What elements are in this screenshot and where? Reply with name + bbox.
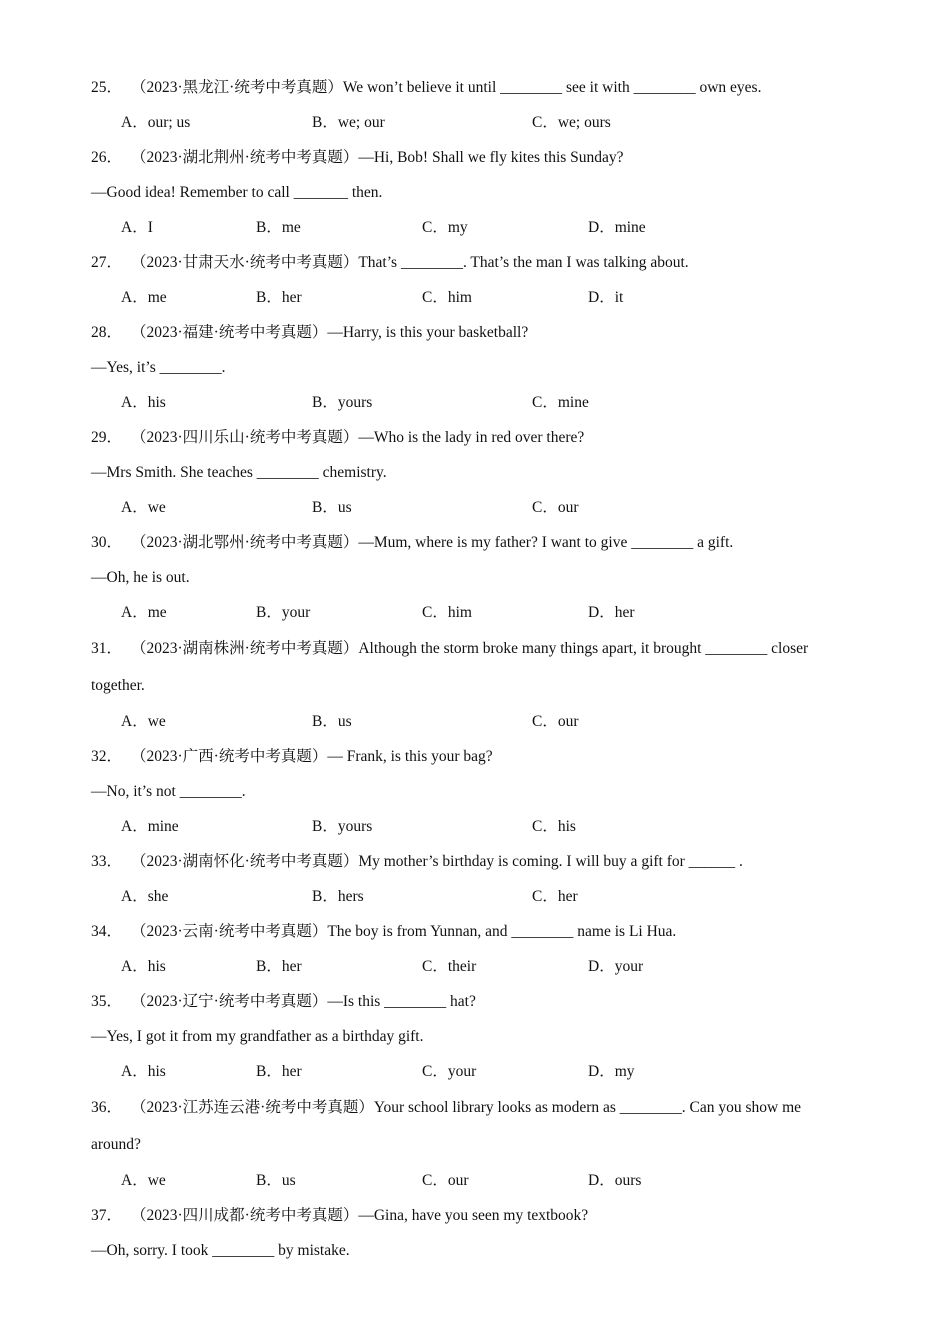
option-d[interactable]: D．ours — [588, 1172, 642, 1189]
question-stem — [91, 739, 866, 774]
question-continuation: —Yes, I got it from my grandfather as a birthday gift. — [91, 1028, 424, 1045]
option-a[interactable]: A．we — [121, 713, 166, 730]
options-row — [91, 595, 866, 630]
question-source: （2023·黑龙江·统考中考真题） — [131, 79, 343, 96]
option-b[interactable]: B．her — [256, 958, 302, 975]
question-stem — [91, 984, 866, 1019]
question-source: （2023·湖北荆州·统考中考真题） — [131, 149, 359, 166]
option-c[interactable]: C．our — [422, 1172, 469, 1189]
question-source: （2023·辽宁·统考中考真题） — [131, 993, 328, 1010]
option-b[interactable]: B．yours — [312, 818, 373, 835]
question-number: 25． — [91, 79, 123, 96]
options-row — [91, 105, 866, 140]
question-text: —Hi, Bob! Shall we fly kites this Sunday? — [358, 149, 624, 166]
question-source: （2023·湖南怀化·统考中考真题） — [131, 853, 359, 870]
question-continuation: around? — [91, 1136, 141, 1153]
option-a[interactable]: A．his — [121, 1063, 166, 1080]
question-number: 27． — [91, 254, 123, 271]
question-source: （2023·云南·统考中考真题） — [131, 923, 328, 940]
option-c[interactable]: C．him — [422, 289, 472, 306]
question-text: — Frank, is this your bag? — [327, 748, 493, 765]
option-c[interactable]: C．my — [422, 219, 468, 236]
option-a[interactable]: A．I — [121, 219, 153, 236]
question-32 — [91, 739, 866, 844]
question-stem — [91, 420, 866, 455]
option-b[interactable]: B．her — [256, 1063, 302, 1080]
option-b[interactable]: B．us — [256, 1172, 296, 1189]
question-text: —Harry, is this your basketball? — [327, 324, 529, 341]
question-36 — [91, 1089, 866, 1198]
question-number: 26． — [91, 149, 123, 166]
option-c[interactable]: C．him — [422, 604, 472, 621]
option-d[interactable]: D．your — [588, 958, 644, 975]
option-b[interactable]: B．me — [256, 219, 301, 236]
option-a[interactable]: A．she — [121, 888, 169, 905]
question-31 — [91, 630, 866, 739]
question-26 — [91, 140, 866, 245]
question-number: 36． — [91, 1099, 123, 1116]
option-c[interactable]: C．your — [422, 1063, 477, 1080]
question-34 — [91, 914, 866, 984]
question-stem — [91, 70, 866, 105]
option-b[interactable]: B．hers — [312, 888, 364, 905]
question-source: （2023·四川成都·统考中考真题） — [131, 1207, 359, 1224]
options-row — [91, 280, 866, 315]
option-c[interactable]: C．our — [532, 499, 579, 516]
question-text: The boy is from Yunnan, and ________ name is Li Hua. — [327, 923, 677, 940]
option-b[interactable]: B．we; our — [312, 114, 385, 131]
option-b[interactable]: B．your — [256, 604, 311, 621]
question-continuation: —Yes, it’s ________. — [91, 359, 226, 376]
question-source: （2023·甘肃天水·统考中考真题） — [131, 254, 359, 271]
question-number: 29． — [91, 429, 123, 446]
options-row — [91, 210, 866, 245]
options-row — [91, 809, 866, 844]
question-source: （2023·湖北鄂州·统考中考真题） — [131, 534, 359, 551]
options-row — [91, 704, 866, 739]
options-row — [91, 949, 866, 984]
options-row — [91, 879, 866, 914]
question-number: 34． — [91, 923, 123, 940]
question-continuation: —Oh, sorry. I took ________ by mistake. — [91, 1242, 350, 1259]
question-list — [91, 70, 866, 1268]
option-b[interactable]: B．us — [312, 713, 352, 730]
option-a[interactable]: A．our; us — [121, 114, 191, 131]
option-c[interactable]: C．her — [532, 888, 578, 905]
option-a[interactable]: A．mine — [121, 818, 179, 835]
question-stem — [91, 914, 866, 949]
question-text: —Gina, have you seen my textbook? — [358, 1207, 589, 1224]
option-c[interactable]: C．we; ours — [532, 114, 611, 131]
option-c[interactable]: C．their — [422, 958, 477, 975]
question-25 — [91, 70, 866, 140]
question-number: 32． — [91, 748, 123, 765]
option-a[interactable]: A．his — [121, 394, 166, 411]
options-row — [91, 385, 866, 420]
option-a[interactable]: A．his — [121, 958, 166, 975]
option-d[interactable]: D．her — [588, 604, 635, 621]
question-text: That’s ________. That’s the man I was talking about. — [358, 254, 689, 271]
question-30 — [91, 525, 866, 630]
option-b[interactable]: B．yours — [312, 394, 373, 411]
question-number: 37． — [91, 1207, 123, 1224]
question-text: Your school library looks as modern as ________. Can you show me — [373, 1099, 802, 1116]
question-text: Although the storm broke many things apart, it brought ________ closer — [358, 640, 809, 657]
options-row — [91, 1163, 866, 1198]
question-stem — [91, 630, 866, 667]
question-29 — [91, 420, 866, 525]
question-continuation: —Mrs Smith. She teaches ________ chemistry. — [91, 464, 387, 481]
option-c[interactable]: C．mine — [532, 394, 589, 411]
question-stem — [91, 245, 866, 280]
option-a[interactable]: A．me — [121, 604, 167, 621]
question-text: —Is this ________ hat? — [327, 993, 476, 1010]
question-source: （2023·广西·统考中考真题） — [131, 748, 328, 765]
question-33 — [91, 844, 866, 914]
option-d[interactable]: D．my — [588, 1063, 635, 1080]
options-row — [91, 490, 866, 525]
question-source: （2023·福建·统考中考真题） — [131, 324, 328, 341]
option-b[interactable]: B．her — [256, 289, 302, 306]
option-a[interactable]: A．we — [121, 1172, 166, 1189]
question-stem — [91, 140, 866, 175]
question-continuation: —Oh, he is out. — [91, 569, 190, 586]
question-number: 35． — [91, 993, 123, 1010]
options-row — [91, 1054, 866, 1089]
question-27 — [91, 245, 866, 315]
question-text: —Who is the lady in red over there? — [358, 429, 585, 446]
option-d[interactable]: D．it — [588, 289, 624, 306]
question-stem — [91, 315, 866, 350]
question-text: —Mum, where is my father? I want to give ________ a gift. — [358, 534, 734, 551]
option-c[interactable]: C．his — [532, 818, 576, 835]
question-stem — [91, 1198, 866, 1233]
question-35 — [91, 984, 866, 1089]
question-continuation: together. — [91, 677, 145, 694]
question-number: 28． — [91, 324, 123, 341]
question-source: （2023·湖南株洲·统考中考真题） — [131, 640, 359, 657]
question-number: 31． — [91, 640, 123, 657]
question-number: 33． — [91, 853, 123, 870]
option-c[interactable]: C．our — [532, 713, 579, 730]
question-stem — [91, 1089, 866, 1126]
question-text: My mother’s birthday is coming. I will buy a gift for ______ . — [358, 853, 743, 870]
question-stem — [91, 525, 866, 560]
option-a[interactable]: A．we — [121, 499, 166, 516]
question-source: （2023·江苏连云港·统考中考真题） — [131, 1099, 374, 1116]
question-text: We won’t believe it until ________ see it with ________ own eyes. — [342, 79, 762, 96]
question-continuation: —Good idea! Remember to call _______ then. — [91, 184, 383, 201]
question-continuation: —No, it’s not ________. — [91, 783, 246, 800]
question-37 — [91, 1198, 866, 1268]
question-stem — [91, 844, 866, 879]
option-b[interactable]: B．us — [312, 499, 352, 516]
question-source: （2023·四川乐山·统考中考真题） — [131, 429, 359, 446]
option-d[interactable]: D．mine — [588, 219, 646, 236]
question-number: 30． — [91, 534, 123, 551]
option-a[interactable]: A．me — [121, 289, 167, 306]
question-28 — [91, 315, 866, 420]
